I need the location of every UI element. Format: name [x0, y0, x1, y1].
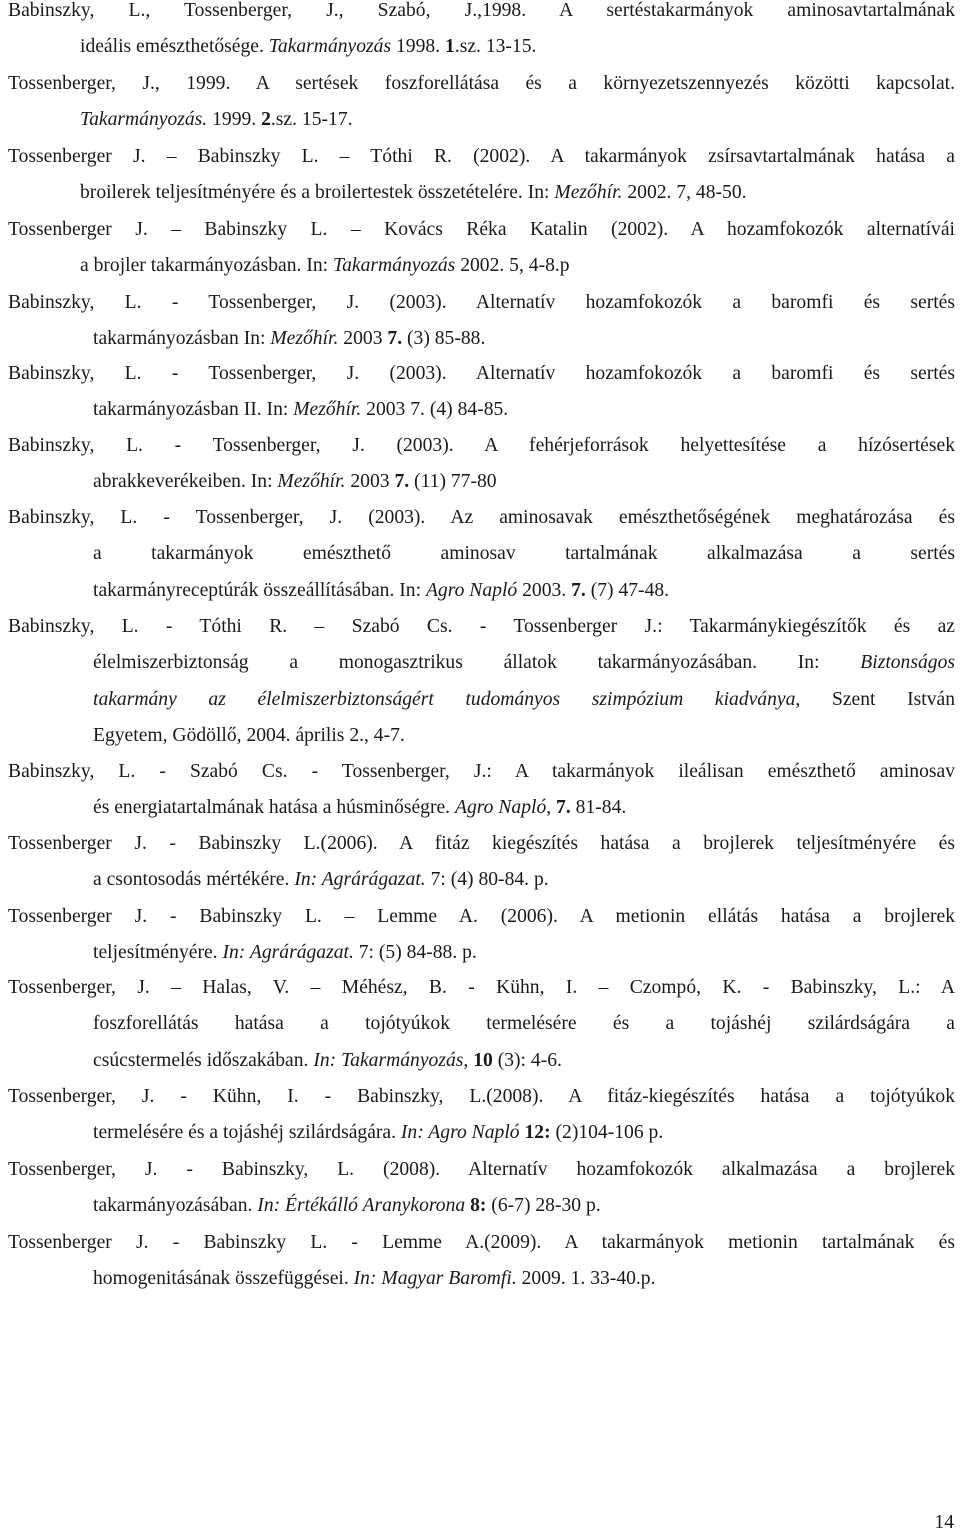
- reference-continuation-line: [8, 682, 955, 718]
- reference-entry: [8, 970, 955, 1079]
- citation-text: 2002. 5, 4-8.p: [455, 255, 570, 277]
- citation-text: 2009. 1. 33-40.p.: [516, 1268, 656, 1290]
- reference-continuation-line: [8, 392, 955, 428]
- reference-first-line: [8, 139, 955, 175]
- citation-text: élelmiszerbiztonság a monogasztrikus állatok takarmányozásában. In:: [93, 652, 861, 674]
- citation-text: .sz. 15-17.: [270, 109, 353, 131]
- volume-number: 7.: [387, 328, 403, 350]
- reference-first-line: [8, 899, 955, 935]
- reference-entry: [8, 1079, 955, 1152]
- citation-text: (6-7) 28-30 p.: [486, 1195, 601, 1217]
- reference-first-line: [8, 1079, 955, 1115]
- journal-title: Takarmányozás: [268, 36, 392, 58]
- citation-text: ,: [546, 797, 557, 819]
- citation-text: 2003.: [517, 579, 572, 601]
- journal-title: In: Agrárágazat.: [294, 869, 426, 891]
- citation-text: 2003 7. (4) 84-85.: [361, 399, 509, 421]
- reference-first-line: [8, 428, 955, 464]
- journal-title: In: Magyar Baromfi.: [353, 1268, 517, 1290]
- volume-number: 7.: [571, 579, 586, 601]
- reference-continuation-line: [8, 248, 955, 284]
- citation-text: Babinszky, L. - Tossenberger, J. (2003). Alternatív hozamfokozók a baromfi és sertés: [8, 292, 955, 313]
- reference-first-line: [8, 826, 955, 862]
- page-number: 14: [934, 1512, 954, 1533]
- citation-text: 1998.: [391, 36, 445, 58]
- reference-continuation-line: [8, 862, 955, 898]
- citation-text: Tossenberger J. - Babinszky L.(2006). A fitáz kiegészítés hatása a brojlerek teljesítményére és: [8, 833, 955, 854]
- journal-title: Takarmányozás.: [80, 109, 208, 131]
- citation-text: 1999.: [207, 109, 262, 131]
- citation-text: teljesítményére.: [93, 942, 223, 964]
- reference-continuation-line: [8, 1043, 955, 1079]
- volume-number: 12:: [524, 1122, 551, 1144]
- citation-text: Babinszky, L. - Tossenberger, J. (2003). A fehérjeforrások helyettesítése a hízósertések: [8, 435, 955, 456]
- reference-continuation-line: [8, 718, 955, 754]
- reference-entry: [8, 212, 955, 285]
- reference-continuation-line: [8, 1261, 955, 1297]
- reference-first-line: [8, 0, 955, 29]
- citation-text: Babinszky, L., Tossenberger, J., Szabó, J.,1998. A sertéstakarmányok aminosavtartalmának: [8, 0, 955, 21]
- citation-text: Babinszky, L. - Tossenberger, J. (2003). Az aminosavak emészthetőségének meghatározása és: [8, 507, 955, 528]
- citation-text: 2002. 7, 48-50.: [622, 182, 747, 204]
- reference-first-line: [8, 356, 955, 392]
- citation-text: broilerek teljesítményére és a broilertestek összetételére. In:: [80, 182, 555, 204]
- reference-entry: [8, 356, 955, 429]
- reference-continuation-line: [8, 321, 955, 357]
- volume-number: 7.: [556, 797, 571, 819]
- citation-text: takarmányozásban II. In:: [93, 399, 294, 421]
- volume-number: 7.: [394, 471, 410, 493]
- citation-text: Egyetem, Gödöllő, 2004. április 2., 4-7.: [93, 725, 405, 747]
- reference-first-line: [8, 970, 955, 1006]
- citation-text: Babinszky, L. - Tóthi R. – Szabó Cs. - Tossenberger J.: Takarmánykiegészítők és az: [8, 616, 955, 637]
- citation-text: a takarmányok emészthető aminosav tartalmának alkalmazása a sertés: [93, 543, 955, 565]
- citation-text: Tossenberger, J. - Kühn, I. - Babinszky, L.(2008). A fitáz-kiegészítés hatása a tojótyúkok: [8, 1086, 955, 1107]
- reference-entry: [8, 1225, 955, 1298]
- citation-text: Tossenberger J. - Babinszky L. - Lemme A.(2009). A takarmányok metionin tartalmának és: [8, 1232, 955, 1253]
- reference-continuation-line: [8, 1188, 955, 1224]
- journal-title: takarmány az élelmiszerbiztonságért tudományos szimpózium kiadványa,: [93, 688, 801, 710]
- reference-continuation-line: [8, 102, 955, 138]
- journal-title: Mezőhír.: [554, 182, 623, 204]
- citation-text: homogenitásának összefüggései.: [93, 1268, 354, 1290]
- reference-entry: [8, 66, 955, 139]
- volume-number: 10: [473, 1049, 493, 1071]
- journal-title: In: Agrárágazat.: [222, 942, 354, 964]
- reference-entry: [8, 428, 955, 501]
- reference-continuation-line: [8, 464, 955, 500]
- citation-text: (3) 85-88.: [402, 328, 486, 350]
- citation-text: a brojler takarmányozásban. In:: [80, 255, 333, 277]
- reference-continuation-line: [8, 29, 955, 65]
- reference-continuation-line: [8, 790, 955, 826]
- citation-text: takarmányozásában.: [93, 1195, 258, 1217]
- reference-continuation-line: [8, 175, 955, 211]
- citation-text: Tossenberger, J. - Babinszky, L. (2008). Alternatív hozamfokozók alkalmazása a brojlerek: [8, 1159, 955, 1180]
- journal-title: In: Agro Napló: [400, 1122, 520, 1144]
- citation-text: (3): 4-6.: [492, 1049, 562, 1071]
- reference-entry: [8, 826, 955, 899]
- volume-number: 2: [261, 109, 271, 131]
- citation-text: 7: (4) 80-84. p.: [425, 869, 549, 891]
- citation-text: (7) 47-48.: [585, 579, 670, 601]
- reference-continuation-line: [8, 645, 955, 681]
- reference-entry: [8, 899, 955, 972]
- reference-entry: [8, 1152, 955, 1225]
- citation-text: Tossenberger, J. – Halas, V. – Méhész, B. - Kühn, I. – Czompó, K. - Babinszky, L.: A: [8, 977, 955, 998]
- reference-continuation-line: [8, 1115, 955, 1151]
- reference-first-line: [8, 212, 955, 248]
- reference-first-line: [8, 1152, 955, 1188]
- reference-entry: [8, 285, 955, 358]
- reference-continuation-line: [8, 1006, 955, 1042]
- citation-text: abrakkeverékeiben. In:: [93, 471, 278, 493]
- citation-text: termelésére és a tojáshéj szilárdságára.: [93, 1122, 401, 1144]
- reference-first-line: [8, 609, 955, 645]
- volume-number: 1: [445, 36, 455, 58]
- citation-text: (2)104-106 p.: [550, 1122, 664, 1144]
- citation-text: 81-84.: [570, 797, 627, 819]
- reference-continuation-line: [8, 536, 955, 572]
- journal-title: Biztonságos: [860, 652, 955, 674]
- reference-first-line: [8, 754, 955, 790]
- citation-text: Tossenberger J. - Babinszky L. – Lemme A. (2006). A metionin ellátás hatása a brojlerek: [8, 906, 955, 927]
- reference-first-line: [8, 66, 955, 102]
- journal-title: Agro Napló: [425, 579, 518, 601]
- reference-first-line: [8, 285, 955, 321]
- citation-text: (11) 77-80: [409, 471, 497, 493]
- journal-title: Mezőhír.: [277, 471, 346, 493]
- reference-continuation-line: [8, 935, 955, 971]
- reference-entry: [8, 609, 955, 755]
- citation-text: Babinszky, L. - Tossenberger, J. (2003). Alternatív hozamfokozók a baromfi és sertés: [8, 363, 955, 384]
- journal-title: In: Értékálló Aranykorona: [257, 1195, 466, 1217]
- citation-text: 2003: [345, 471, 395, 493]
- citation-text: takarmányreceptúrák összeállításában. In:: [93, 579, 426, 601]
- reference-entry: [8, 139, 955, 212]
- journal-title: Agro Napló: [454, 797, 547, 819]
- citation-text: Tossenberger J. – Babinszky L. – Tóthi R. (2002). A takarmányok zsírsavtartalmának hatása a: [8, 146, 955, 167]
- citation-text: 2003: [338, 328, 388, 350]
- journal-title: Takarmányozás: [332, 255, 456, 277]
- citation-text: és energiatartalmának hatása a húsminőségre.: [93, 797, 455, 819]
- journal-title: In: Takarmányozás,: [313, 1049, 469, 1071]
- reference-first-line: [8, 1225, 955, 1261]
- journal-title: Mezőhír.: [270, 328, 339, 350]
- citation-text: Tossenberger, J., 1999. A sertések foszforellátása és a környezetszennyezés közötti kapcsolat.: [8, 73, 955, 94]
- reference-entry: [8, 0, 955, 66]
- citation-text: 7: (5) 84-88. p.: [353, 942, 477, 964]
- citation-text: Szent István: [800, 688, 955, 710]
- reference-first-line: [8, 500, 955, 536]
- journal-title: Mezőhír.: [293, 399, 362, 421]
- citation-text: takarmányozásban In:: [93, 328, 271, 350]
- volume-number: 8:: [470, 1195, 487, 1217]
- citation-text: Tossenberger J. – Babinszky L. – Kovács Réka Katalin (2002). A hozamfokozók alternatívái: [8, 219, 955, 240]
- reference-entry: [8, 754, 955, 827]
- citation-text: csúcstermelés időszakában.: [93, 1049, 314, 1071]
- citation-text: .sz. 13-15.: [454, 36, 537, 58]
- reference-entry: [8, 500, 955, 609]
- citation-text: ideális emészthetősége.: [80, 36, 269, 58]
- citation-text: Babinszky, L. - Szabó Cs. - Tossenberger, J.: A takarmányok ileálisan emészthető aminosav: [8, 761, 955, 782]
- reference-continuation-line: [8, 573, 955, 609]
- citation-text: foszforellátás hatása a tojótyúkok termelésére és a tojáshéj szilárdságára a: [93, 1013, 955, 1035]
- citation-text: a csontosodás mértékére.: [93, 869, 295, 891]
